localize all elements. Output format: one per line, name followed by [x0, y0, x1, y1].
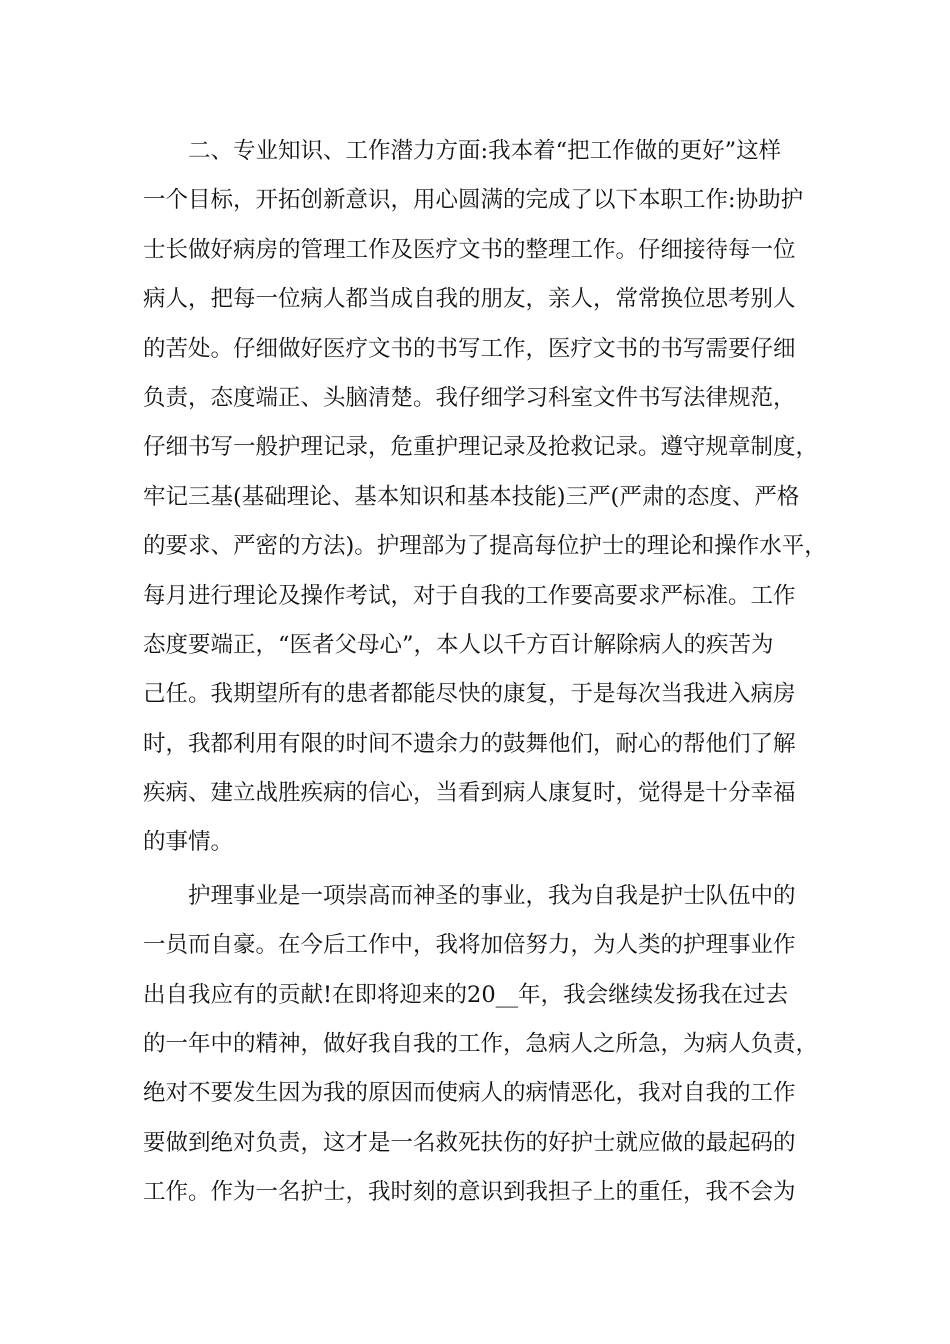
text-line: 出自我应有的贡献!在即将迎来的20__年，我会继续发扬我在过去 [143, 981, 789, 1008]
text-line: 时，我都利用有限的时间不遗余力的鼓舞他们，耐心的帮他们了解 [143, 730, 796, 757]
text-line: 的一年中的精神，做好我自我的工作，急病人之所急，为病人负责， [143, 1031, 819, 1058]
text-line: 士长做好病房的管理工作及医疗文书的整理工作。仔细接待每一位 [143, 236, 796, 263]
text-line: 一个目标，开拓创新意识，用心圆满的完成了以下本职工作:协助护 [143, 187, 804, 214]
text-line: 己任。我期望所有的患者都能尽快的康复，于是每次当我进入病房 [143, 681, 796, 708]
text-line: 病人，把每一位病人都当成自我的朋友，亲人，常常换位思考别人 [143, 286, 796, 313]
text-line: 的事情。 [143, 829, 234, 856]
text-line: 的苦处。仔细做好医疗文书的书写工作，医疗文书的书写需要仔细 [143, 335, 796, 362]
text-line: 一员而自豪。在今后工作中，我将加倍努力，为人类的护理事业作 [143, 932, 796, 959]
text-line: 绝对不要发生因为我的原因而使病人的病情恶化，我对自我的工作 [143, 1080, 796, 1107]
paragraph-professional-knowledge [143, 127, 833, 868]
text-line: 二、专业知识、工作潜力方面:我本着“把工作做的更好”这样 [143, 138, 782, 164]
document-body [143, 127, 833, 1218]
text-line: 工作。作为一名护士，我时刻的意识到我担子上的重任，我不会为 [143, 1179, 796, 1206]
text-line: 的要求、严密的方法)。护理部为了提高每位护士的理论和操作水平， [143, 533, 827, 560]
text-line: 每月进行理论及操作考试，对于自我的工作要高要求严标准。工作 [143, 582, 796, 609]
text-line: 疾病、建立战胜疾病的信心，当看到病人康复时，觉得是十分幸福 [143, 780, 796, 807]
text-line: 负责，态度端正、头脑清楚。我仔细学习科室文件书写法律规范， [143, 384, 796, 411]
text-line: 牢记三基(基础理论、基本知识和基本技能)三严(严肃的态度、严格 [143, 483, 800, 510]
text-line: 要做到绝对负责，这才是一名救死扶伤的好护士就应做的最起码的 [143, 1129, 796, 1156]
paragraph-nursing-career [143, 872, 833, 1218]
text-line: 护理事业是一项崇高而神圣的事业，我为自我是护士队伍中的 [143, 882, 796, 909]
text-line: 态度要端正，“医者父母心”，本人以千方百计解除病人的疾苦为 [143, 631, 774, 658]
text-line: 仔细书写一般护理记录，危重护理记录及抢救记录。遵守规章制度， [143, 434, 819, 461]
